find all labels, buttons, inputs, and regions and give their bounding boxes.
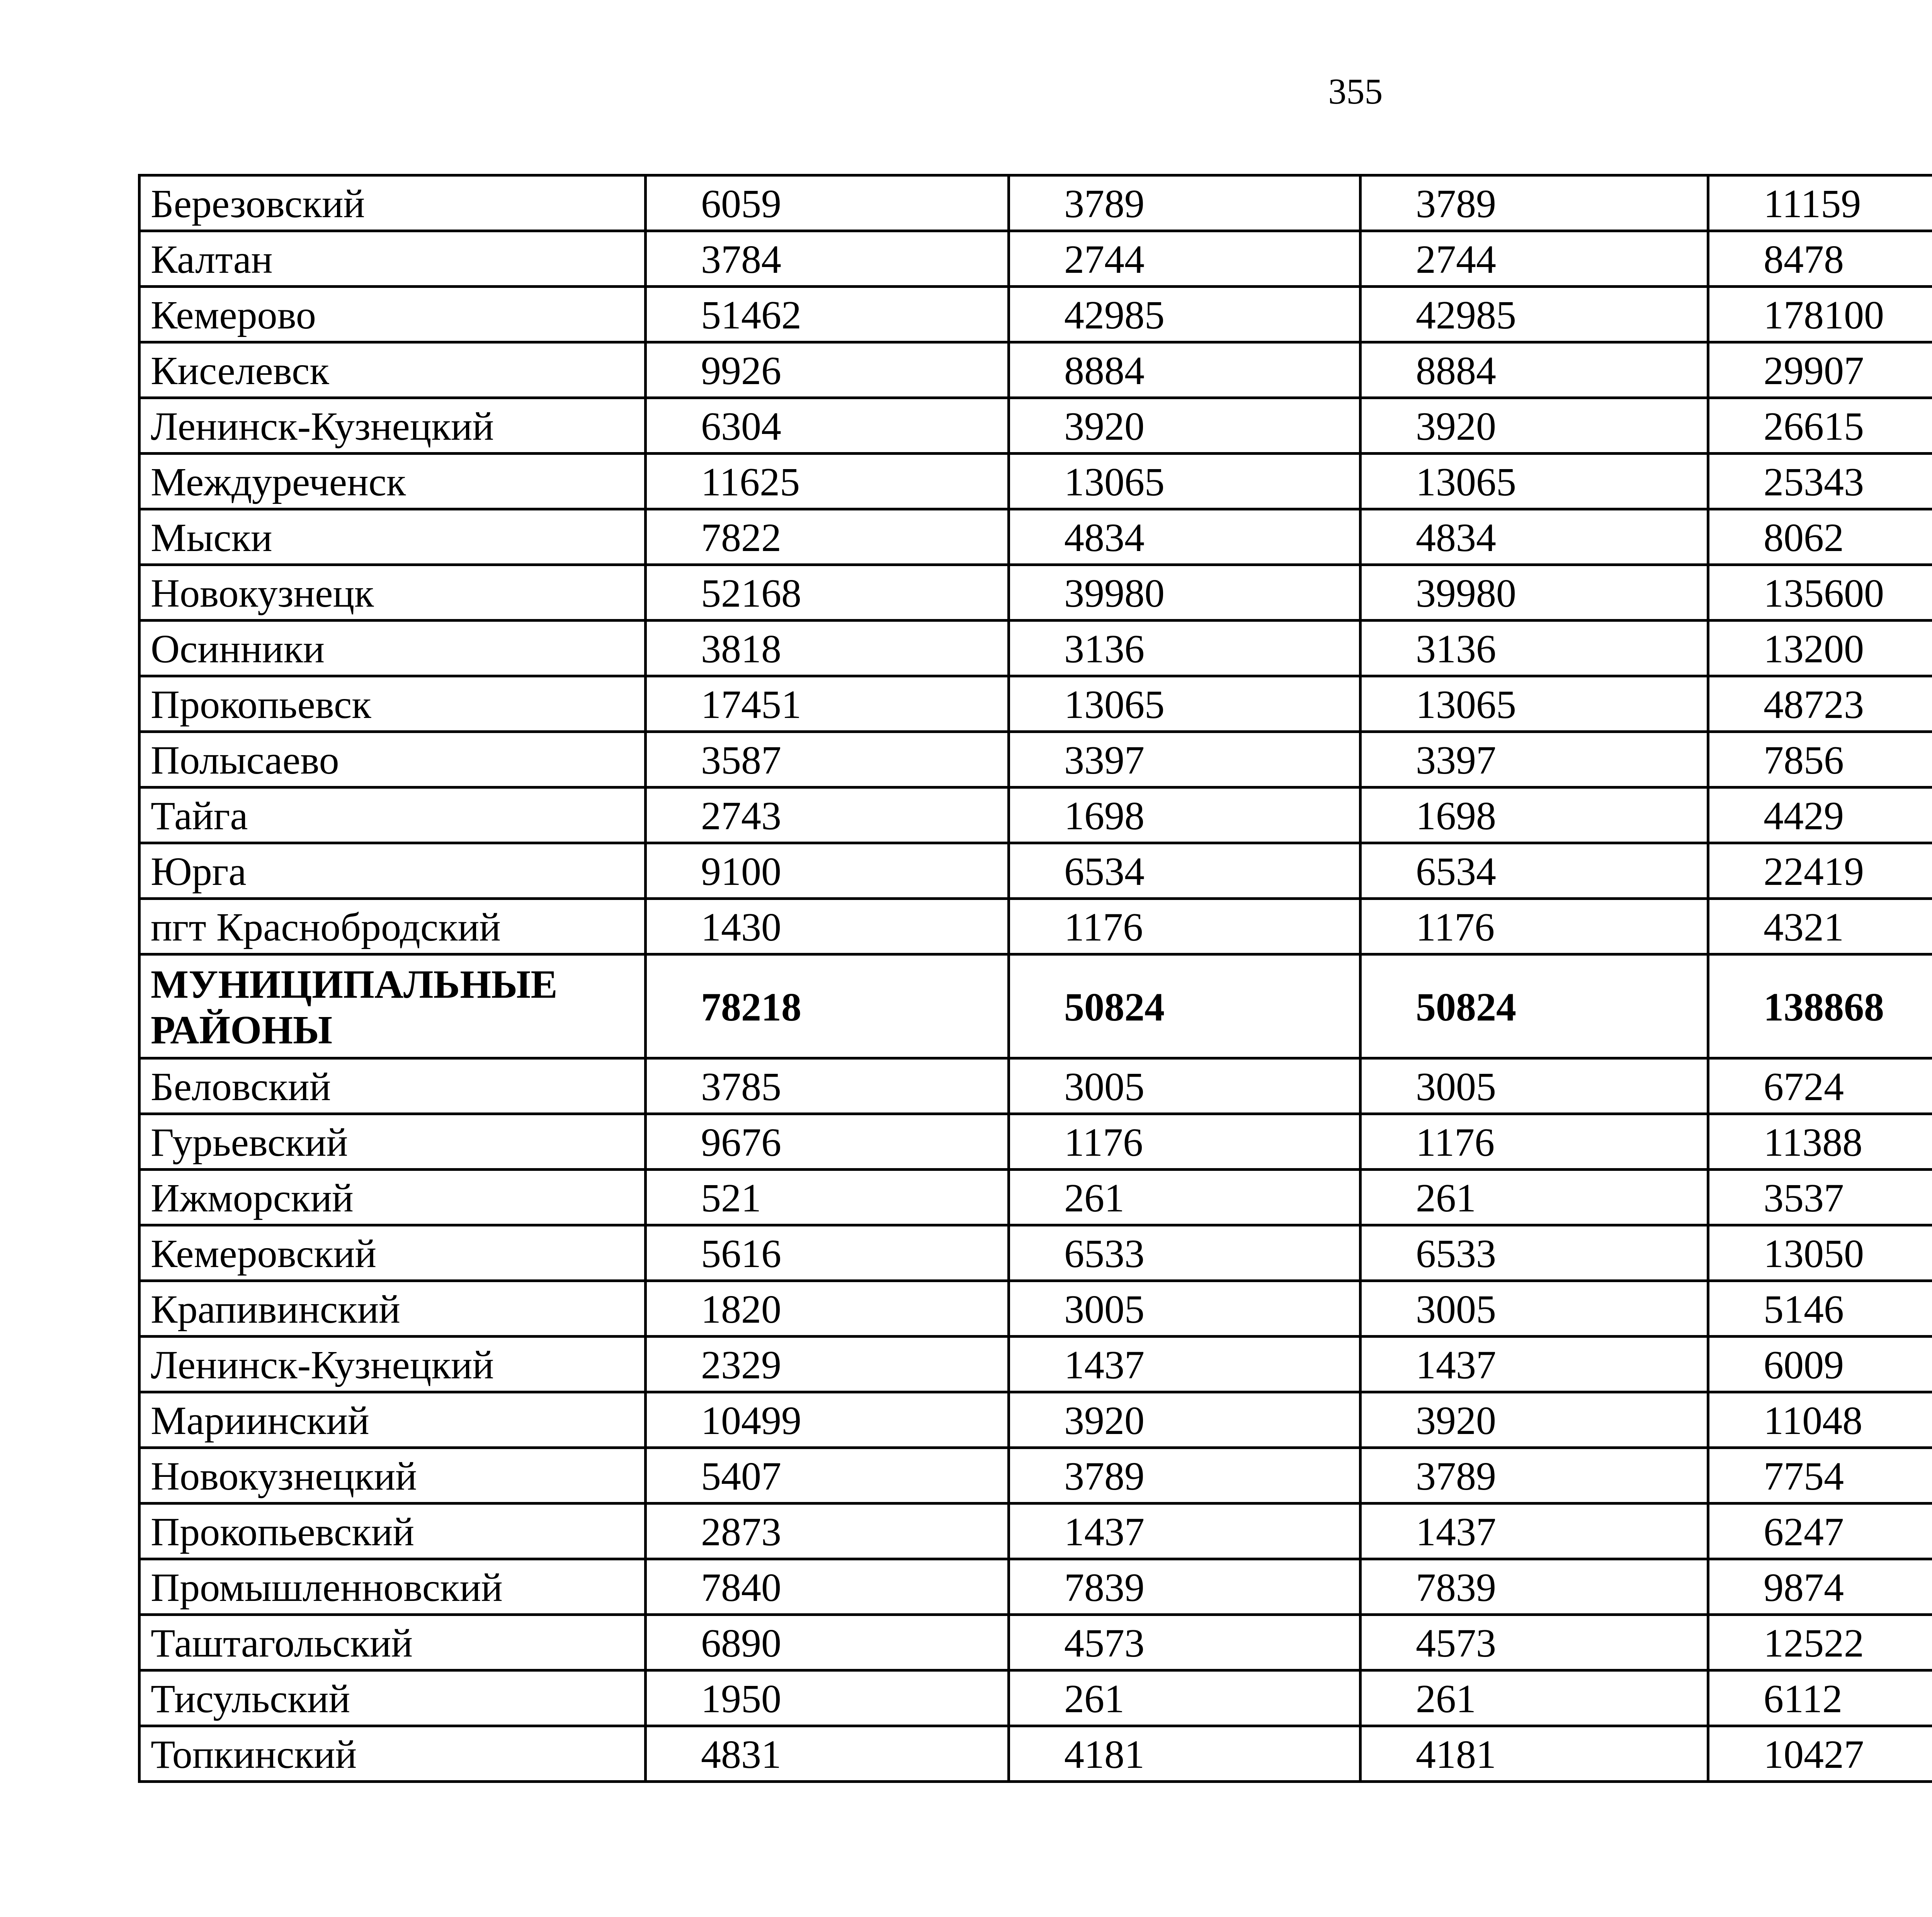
value-cell: 138868 [1708,954,1932,1058]
table-row [139,1392,1932,1448]
table-row [139,899,1932,954]
value-cell: 9100 [646,843,1009,899]
value-cell: 5407 [646,1448,1009,1504]
value-cell: 3789 [1009,1448,1361,1504]
table-row [139,231,1932,287]
value-cell: 3397 [1361,732,1708,788]
value-cell: 1437 [1009,1337,1361,1392]
row-name-cell: Ленинск-Кузнецкий [139,398,646,454]
value-cell: 178100 [1708,287,1932,342]
row-name-cell: Тисульский [139,1670,646,1726]
value-cell: 7754 [1708,1448,1932,1504]
value-cell: 1430 [646,899,1009,954]
row-name-cell: Мыски [139,509,646,565]
value-cell: 3789 [1361,1448,1708,1504]
value-cell: 42985 [1009,287,1361,342]
value-cell: 9676 [646,1114,1009,1170]
row-name-cell: Кемеровский [139,1225,646,1281]
value-cell: 50824 [1361,954,1708,1058]
table-row [139,1337,1932,1392]
value-cell: 9874 [1708,1559,1932,1615]
value-cell: 3397 [1009,732,1361,788]
row-name-cell: Беловский [139,1058,646,1114]
value-cell: 4321 [1708,899,1932,954]
value-cell: 51462 [646,287,1009,342]
value-cell: 39980 [1361,565,1708,621]
value-cell: 42985 [1361,287,1708,342]
value-cell: 1820 [646,1281,1009,1337]
value-cell: 13050 [1708,1225,1932,1281]
row-name-cell: Кемерово [139,287,646,342]
table-row [139,788,1932,843]
table-row [139,175,1932,231]
value-cell: 50824 [1009,954,1361,1058]
value-cell: 3920 [1009,1392,1361,1448]
value-cell: 6533 [1361,1225,1708,1281]
value-cell: 4181 [1009,1726,1361,1782]
value-cell: 2744 [1361,231,1708,287]
value-cell: 6534 [1361,843,1708,899]
value-cell: 4573 [1361,1615,1708,1670]
value-cell: 3136 [1361,621,1708,676]
value-cell: 7839 [1361,1559,1708,1615]
value-cell: 3785 [646,1058,1009,1114]
value-cell: 11159 [1708,175,1932,231]
table-row [139,398,1932,454]
value-cell: 1437 [1361,1337,1708,1392]
value-cell: 39980 [1009,565,1361,621]
value-cell: 48723 [1708,676,1932,732]
value-cell: 6112 [1708,1670,1932,1726]
value-cell: 3920 [1361,398,1708,454]
row-name-cell: пгт Краснобродский [139,899,646,954]
value-cell: 4834 [1361,509,1708,565]
table-row [139,1559,1932,1615]
value-cell: 5146 [1708,1281,1932,1337]
value-cell: 9926 [646,342,1009,398]
value-cell: 8884 [1009,342,1361,398]
value-cell: 8478 [1708,231,1932,287]
value-cell: 11625 [646,454,1009,509]
value-cell: 52168 [646,565,1009,621]
data-table [138,174,1932,1783]
row-name-cell: Прокопьевский [139,1504,646,1559]
value-cell: 1176 [1009,899,1361,954]
value-cell: 6724 [1708,1058,1932,1114]
value-cell: 6247 [1708,1504,1932,1559]
value-cell: 3537 [1708,1170,1932,1225]
row-name-cell: Промышленновский [139,1559,646,1615]
row-name-cell: Таштагольский [139,1615,646,1670]
value-cell: 7856 [1708,732,1932,788]
value-cell: 3136 [1009,621,1361,676]
row-name-cell: Мариинский [139,1392,646,1448]
table-row [139,509,1932,565]
table-row [139,1281,1932,1337]
value-cell: 2744 [1009,231,1361,287]
row-name-cell: Калтан [139,231,646,287]
value-cell: 13065 [1361,454,1708,509]
value-cell: 4181 [1361,1726,1708,1782]
table-row [139,1114,1932,1170]
value-cell: 2329 [646,1337,1009,1392]
table-row [139,1058,1932,1114]
value-cell: 3005 [1361,1058,1708,1114]
value-cell: 3005 [1361,1281,1708,1337]
table-body [139,175,1932,1782]
table-row [139,954,1932,1058]
value-cell: 10427 [1708,1726,1932,1782]
value-cell: 13065 [1009,676,1361,732]
value-cell: 1176 [1009,1114,1361,1170]
value-cell: 521 [646,1170,1009,1225]
page-number: 355 [1328,71,1383,112]
row-name-cell: Прокопьевск [139,676,646,732]
value-cell: 1176 [1361,1114,1708,1170]
value-cell: 4831 [646,1726,1009,1782]
value-cell: 26615 [1708,398,1932,454]
value-cell: 4573 [1009,1615,1361,1670]
value-cell: 1176 [1361,899,1708,954]
table-row [139,843,1932,899]
row-name-cell: Киселевск [139,342,646,398]
row-name-cell: МУНИЦИПАЛЬНЫЕ РАЙОНЫ [139,954,646,1058]
value-cell: 6059 [646,175,1009,231]
value-cell: 261 [1361,1670,1708,1726]
value-cell: 7822 [646,509,1009,565]
value-cell: 6009 [1708,1337,1932,1392]
value-cell: 12522 [1708,1615,1932,1670]
row-name-cell: Осинники [139,621,646,676]
value-cell: 10499 [646,1392,1009,1448]
table-row [139,1448,1932,1504]
row-name-cell: Юрга [139,843,646,899]
row-name-cell: Крапивинский [139,1281,646,1337]
value-cell: 1437 [1361,1504,1708,1559]
row-name-cell: Новокузнецк [139,565,646,621]
value-cell: 3587 [646,732,1009,788]
value-cell: 1437 [1009,1504,1361,1559]
table-row [139,1615,1932,1670]
value-cell: 3920 [1361,1392,1708,1448]
row-name-cell: Ижморский [139,1170,646,1225]
value-cell: 3920 [1009,398,1361,454]
value-cell: 261 [1009,1670,1361,1726]
value-cell: 13200 [1708,621,1932,676]
row-name-cell: Гурьевский [139,1114,646,1170]
row-name-cell: Топкинский [139,1726,646,1782]
table-row [139,676,1932,732]
value-cell: 2743 [646,788,1009,843]
row-name-cell: Ленинск-Кузнецкий [139,1337,646,1392]
value-cell: 7840 [646,1559,1009,1615]
value-cell: 2873 [646,1504,1009,1559]
value-cell: 17451 [646,676,1009,732]
table-row [139,342,1932,398]
value-cell: 4429 [1708,788,1932,843]
value-cell: 78218 [646,954,1009,1058]
value-cell: 1698 [1009,788,1361,843]
value-cell: 3789 [1361,175,1708,231]
table-row [139,454,1932,509]
table-row [139,287,1932,342]
value-cell: 22419 [1708,843,1932,899]
value-cell: 6304 [646,398,1009,454]
value-cell: 5616 [646,1225,1009,1281]
value-cell: 13065 [1009,454,1361,509]
value-cell: 6890 [646,1615,1009,1670]
value-cell: 3789 [1009,175,1361,231]
table-row [139,1670,1932,1726]
value-cell: 1950 [646,1670,1009,1726]
value-cell: 8884 [1361,342,1708,398]
value-cell: 13065 [1361,676,1708,732]
value-cell: 3784 [646,231,1009,287]
value-cell: 8062 [1708,509,1932,565]
row-name-cell: Новокузнецкий [139,1448,646,1504]
table-row [139,732,1932,788]
value-cell: 4834 [1009,509,1361,565]
value-cell: 6533 [1009,1225,1361,1281]
value-cell: 3818 [646,621,1009,676]
row-name-cell: Полысаево [139,732,646,788]
value-cell: 1698 [1361,788,1708,843]
value-cell: 3005 [1009,1281,1361,1337]
row-name-cell: Междуреченск [139,454,646,509]
value-cell: 11048 [1708,1392,1932,1448]
table-row [139,565,1932,621]
table-row [139,621,1932,676]
value-cell: 135600 [1708,565,1932,621]
row-name-cell: Березовский [139,175,646,231]
table-row [139,1504,1932,1559]
value-cell: 261 [1009,1170,1361,1225]
row-name-cell: Тайга [139,788,646,843]
value-cell: 29907 [1708,342,1932,398]
value-cell: 3005 [1009,1058,1361,1114]
value-cell: 261 [1361,1170,1708,1225]
table-row [139,1170,1932,1225]
value-cell: 6534 [1009,843,1361,899]
value-cell: 11388 [1708,1114,1932,1170]
table-row [139,1225,1932,1281]
value-cell: 25343 [1708,454,1932,509]
table-row [139,1726,1932,1782]
value-cell: 7839 [1009,1559,1361,1615]
